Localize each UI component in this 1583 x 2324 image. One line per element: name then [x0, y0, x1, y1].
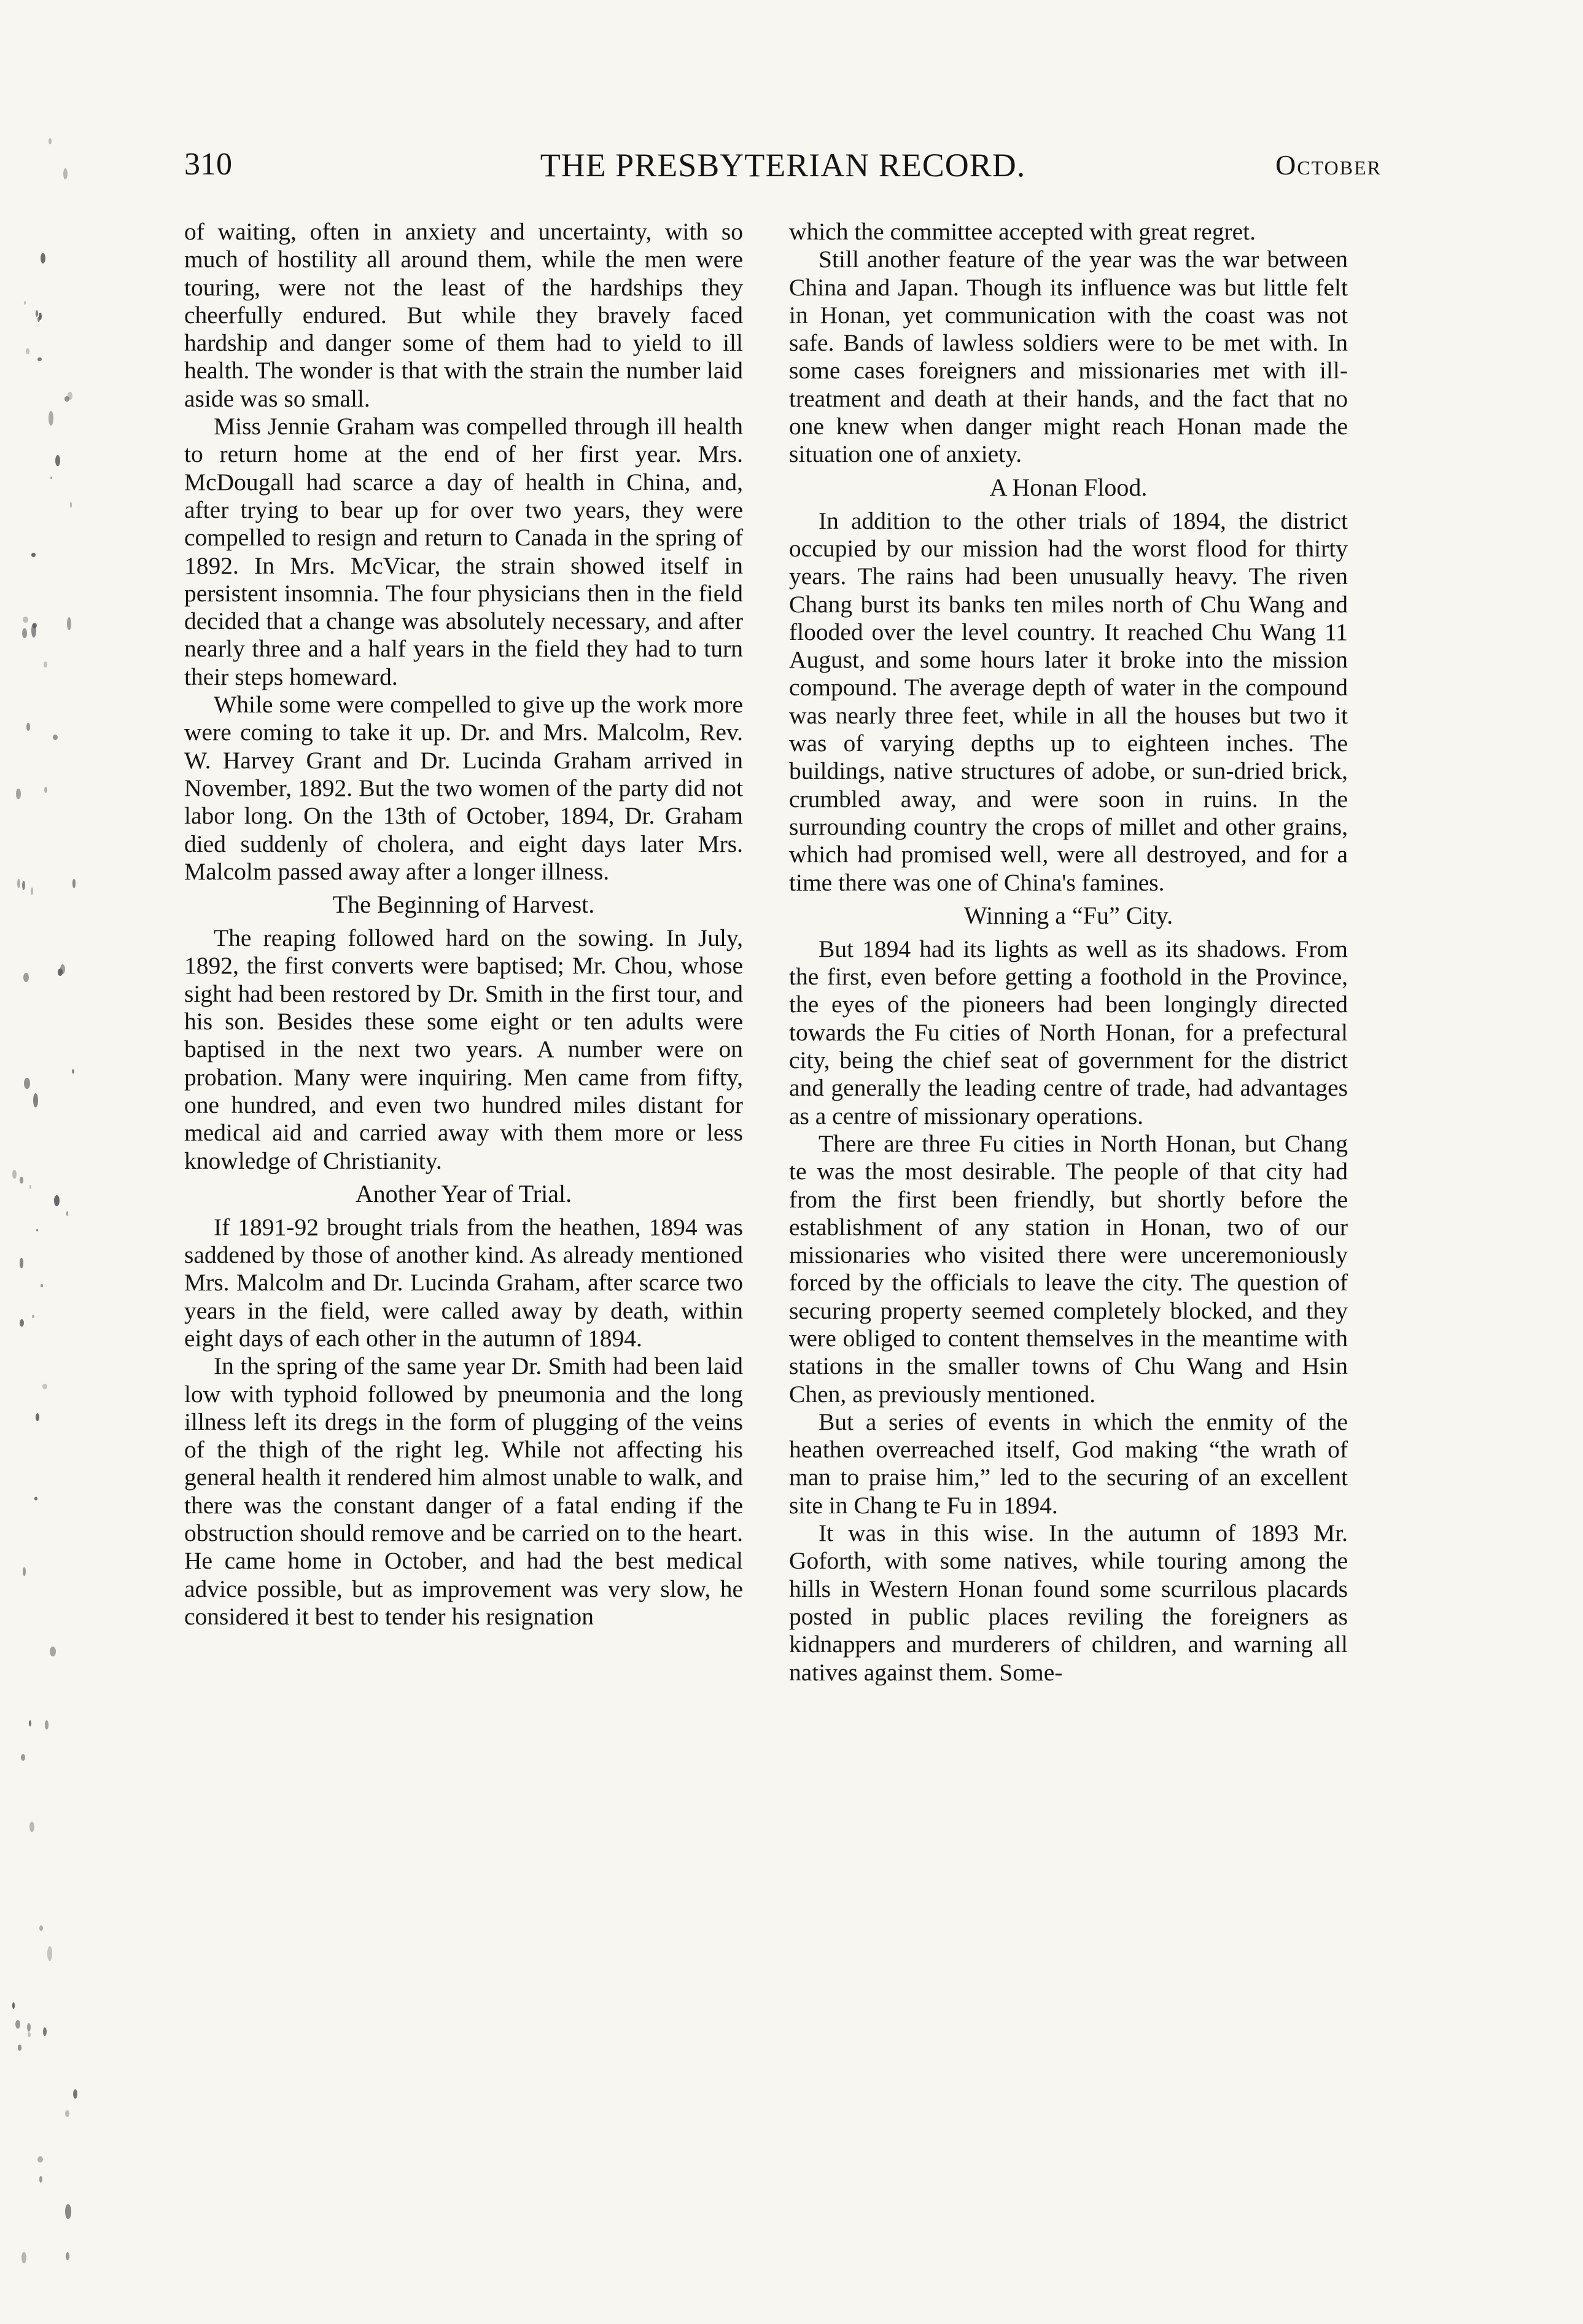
paragraph: It was in this wise. In the autumn of 1893 Mr. Goforth, with some natives, while touring among the hills in Western Honan found some scurrilous placards posted in public places reviling the foreigners as kidnappers and murderers of children, and warning all natives against them. Some- [789, 1519, 1348, 1686]
scan-speck [26, 723, 29, 731]
scan-speck [44, 661, 47, 668]
scan-speck [17, 879, 20, 889]
right-column [789, 218, 1348, 2104]
scan-speck [36, 1229, 38, 1231]
scan-speck [66, 2252, 69, 2260]
scan-speck [21, 2252, 26, 2263]
scan-speck [65, 2204, 71, 2219]
scan-speck [60, 964, 65, 975]
scan-speck [64, 396, 69, 402]
scan-speck [67, 617, 71, 630]
scan-speck [27, 2023, 31, 2032]
scan-speck [28, 2032, 31, 2037]
scan-speck [53, 735, 58, 741]
scan-speck [72, 1069, 74, 1074]
scan-speck [12, 1170, 16, 1179]
scan-speck [39, 313, 42, 320]
paragraph: which the committee accepted with great regret. [789, 218, 1256, 245]
scan-speck [16, 789, 20, 799]
scan-margin-specks [0, 0, 98, 2324]
scan-speck [44, 787, 47, 793]
scan-speck [32, 1315, 34, 1318]
scan-speck [31, 553, 36, 557]
paragraph: But 1894 had its lights as well as its shadows. From the first, even before getting a foothold in the Province, the eyes of the pioneers had been longingly directed towards the Fu cities of North Honan, for a prefectural city, being the chief seat of government for the district and generally the leading centre of trade, had advantages as a centre of missionary operations. [789, 935, 1348, 1129]
running-header [184, 146, 1382, 189]
page-number: 310 [184, 147, 232, 182]
paragraph: of waiting, often in anxiety and uncertainty, with so much of hostility all around them, while the men were touring, were not the least of the hardships they cheerfully endured. But while they bravely faced hardship and danger some of them had to yield to ill health. The wonder is that with the strain the number laid aside was so small. [184, 218, 743, 412]
scan-speck [31, 887, 34, 895]
scan-speck [29, 1185, 31, 1189]
scan-speck [39, 1925, 43, 1931]
scan-speck [49, 411, 53, 426]
issue-month: October [1275, 149, 1382, 181]
scan-speck [50, 1647, 56, 1656]
paragraph: There are three Fu cities in North Honan, but Chang te was the most desirable. The people of that city had from the first been friendly, but shortly before the establishment of any station in Honan, two of our missionaries who visited there were unceremoniously forced by the officials to leave the city. The question of securing property seemed completely blocked, and they were obliged to content themselves in the meantime with stations in the smaller towns of Chu Wang and Hsin Chen, as previously mentioned. [789, 1129, 1348, 1408]
journal-title: THE PRESBYTERIAN RECORD. [540, 147, 1026, 184]
scan-speck [20, 1319, 24, 1327]
scan-speck [37, 2156, 43, 2162]
scan-speck [39, 2176, 42, 2183]
scan-speck [21, 1754, 26, 1761]
scan-speck [23, 1567, 26, 1577]
scan-speck [15, 2020, 20, 2029]
scan-speck [70, 502, 72, 508]
paragraph: If 1891-92 brought trials from the heathen, 1894 was saddened by those of another kind. As already mentioned Mrs. Malcolm and Dr. Lucinda Graham, after scarce two years in the field, were called away by death, within eight days of each other in the autumn of 1894. [184, 1213, 743, 1352]
scan-speck [31, 623, 36, 638]
scan-speck [47, 1946, 52, 1960]
scan-speck [45, 1720, 49, 1729]
scan-speck [73, 2089, 77, 2099]
scan-speck [22, 881, 25, 890]
scan-speck [65, 2110, 69, 2118]
scan-speck [29, 1822, 34, 1832]
scan-speck [24, 301, 26, 305]
left-column [184, 218, 743, 2104]
section-heading: A Honan Flood. [989, 473, 1148, 501]
paragraph: Miss Jennie Graham was compelled through ill health to return home at the end of her first year. Mrs. McDougall had scarce a day of health in China, and, after trying to bear up for over two years, they were compelled to resign and return to Canada in the spring of 1892. In Mrs. McVicar, the strain showed itself in persistent insomnia. The four physicians then in the field decided that a change was absolutely necessary, and after nearly three and a half years in the field they had to turn their steps homeward. [184, 413, 743, 690]
scan-speck [12, 2002, 15, 2009]
scan-speck [50, 477, 52, 479]
paragraph: But a series of events in which the enmity of the heathen overreached itself, God making “the wrath of man to praise him,” led to the securing of an excellent site in Chang te Fu in 1894. [789, 1408, 1348, 1519]
scan-speck [18, 2045, 22, 2050]
scan-speck [23, 617, 28, 622]
scan-speck [42, 1384, 47, 1389]
scan-speck [63, 168, 68, 179]
scan-speck [49, 138, 52, 144]
paragraph: While some were compelled to give up the work more were coming to take it up. Dr. and Mrs. Malcolm, Rev. W. Harvey Grant and Dr. Lucinda Graham arrived in November, 1892. But the two women of the party did not labor long. On the 13th of October, 1894, Dr. Graham died suddenly of cholera, and eight days later Mrs. Malcolm passed away after a longer illness. [184, 691, 743, 885]
section-heading: Another Year of Trial. [355, 1179, 572, 1207]
scan-speck [55, 455, 60, 466]
scan-speck [26, 348, 29, 354]
scan-speck [23, 973, 29, 982]
paragraph: Still another feature of the year was the war between China and Japan. Though its influence was but little felt in Honan, yet communication with the coast was not safe. Bands of lawless soldiers were to be met with. In some cases foreigners and missionaries met with ill-treatment and death at their hands, and the fact that no one knew when danger might reach Honan made the situation one of anxiety. [789, 246, 1348, 468]
section-heading: Winning a “Fu” City. [963, 901, 1173, 929]
scan-speck [66, 1211, 69, 1216]
scan-speck [22, 628, 27, 638]
scan-speck [54, 1195, 60, 1206]
scan-speck [24, 1078, 30, 1089]
section-heading: The Beginning of Harvest. [332, 891, 595, 919]
scan-speck [36, 310, 38, 317]
scan-speck [20, 1258, 23, 1268]
scan-speck [43, 2027, 47, 2036]
scan-speck [33, 1093, 38, 1107]
scan-speck [72, 879, 76, 887]
scan-speck [41, 1284, 42, 1287]
paragraph: In the spring of the same year Dr. Smith had been laid low with typhoid followed by pneumonia and the long illness left its dregs in the form of plugging of the veins of the thigh of the right leg. While not affecting his general health it rendered him almost unable to walk, and there was the constant danger of a fatal ending if the obstruction should remove and be carried on to the heart. He came home in October, and had the best medical advice possible, but as improvement was very slow, he considered it best to tender his resignation [184, 1352, 743, 1630]
scan-speck [36, 1413, 39, 1421]
paragraph: The reaping followed hard on the sowing. In July, 1892, the first converts were baptised; Mr. Chou, whose sight had been restored by Dr. Smith in the first tour, and his son. Besides these some eight or ten adults were baptised in the next two years. A number were on probation. Many were inquiring. Men came from fifty, one hundred, and even two hundred miles distant for medical aid and carried away with them more or less knowledge of Christianity. [184, 924, 743, 1174]
scan-speck [41, 253, 45, 263]
scan-speck [20, 1177, 24, 1183]
scan-speck [37, 357, 41, 361]
scan-speck [34, 1497, 37, 1500]
paragraph: In addition to the other trials of 1894, the district occupied by our mission had the worst flood for thirty years. The rains had been unusually heavy. The riven Chang burst its banks ten miles north of Chu Wang and flooded over the level country. It reached Chu Wang 11 August, and some hours later it broke into the mission compound. The average depth of water in the compound was nearly three feet, while in all the houses but two it was of varying depths up to eighteen inches. The buildings, native structures of adobe, or sun-dried brick, crumbled away, and were soon in ruins. In the surrounding country the crops of millet and other grains, which had promised well, were all destroyed, and for a time there was one of China's famines. [789, 507, 1348, 896]
scan-speck [29, 1720, 31, 1726]
